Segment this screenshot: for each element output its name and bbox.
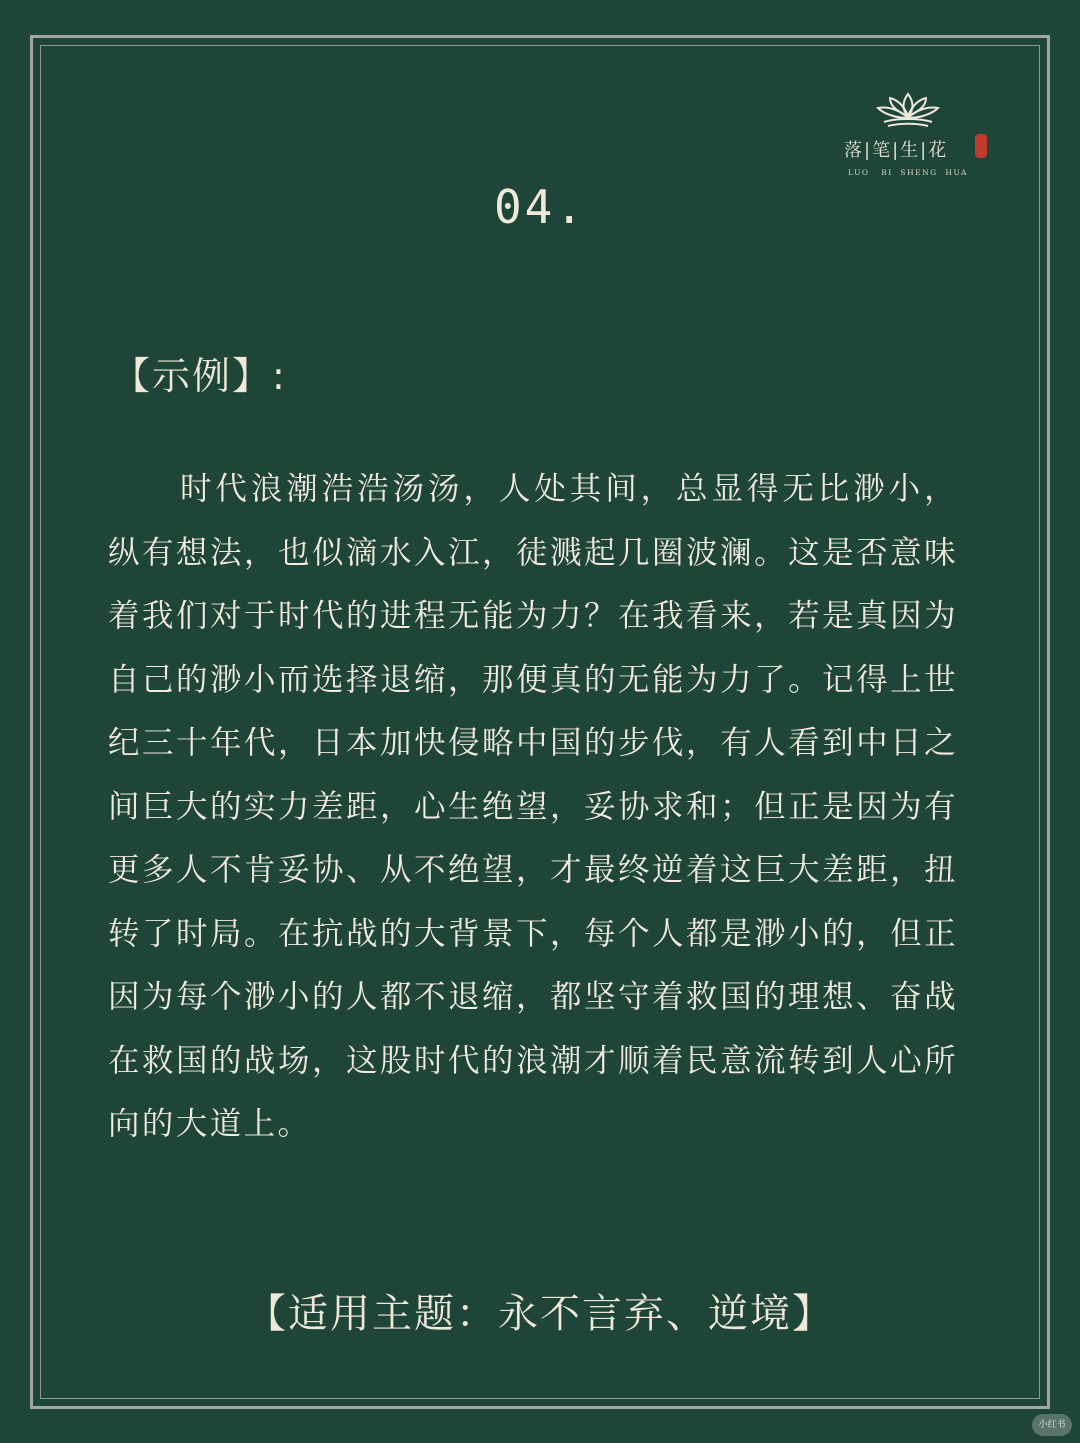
lotus-icon: [840, 88, 1000, 134]
logo-text-chinese: 落|笔|生|花: [844, 140, 949, 161]
section-label: 【示例】:: [112, 354, 287, 398]
brand-logo: [840, 88, 1000, 183]
page-number: 04.: [493, 180, 587, 234]
watermark-badge: 小红书: [1032, 1414, 1072, 1436]
applicable-theme: 【适用主题：永不言弃、逆境】: [246, 1291, 834, 1337]
example-paragraph: 时代浪潮浩浩汤汤，人处其间，总显得无比渺小，纵有想法，也似滴水入江，徒溅起几圈波澜。这是否意味着我们对于时代的进程无能为力？在我看来，若是真因为自己的渺小而选择退缩，那便真的无能为力了。记得上世纪三十年代，日本加快侵略中国的步伐，有人看到中日之间巨大的实力差距，心生绝望，妥协求和；但正是因为有更多人不肯妥协、从不绝望，才最终逆着这巨大差距，扭转了时局。在抗战的大背景下，每个人都是渺小的，但正因为每个渺小的人都不退缩，都坚守着救国的理想、奋战在救国的战场，这股时代的浪潮才顺着民意流转到人心所向的大道上。: [108, 471, 958, 1142]
logo-text-pinyin: LUO BI SHENG HUA: [848, 168, 968, 177]
logo-seal: [975, 134, 987, 158]
